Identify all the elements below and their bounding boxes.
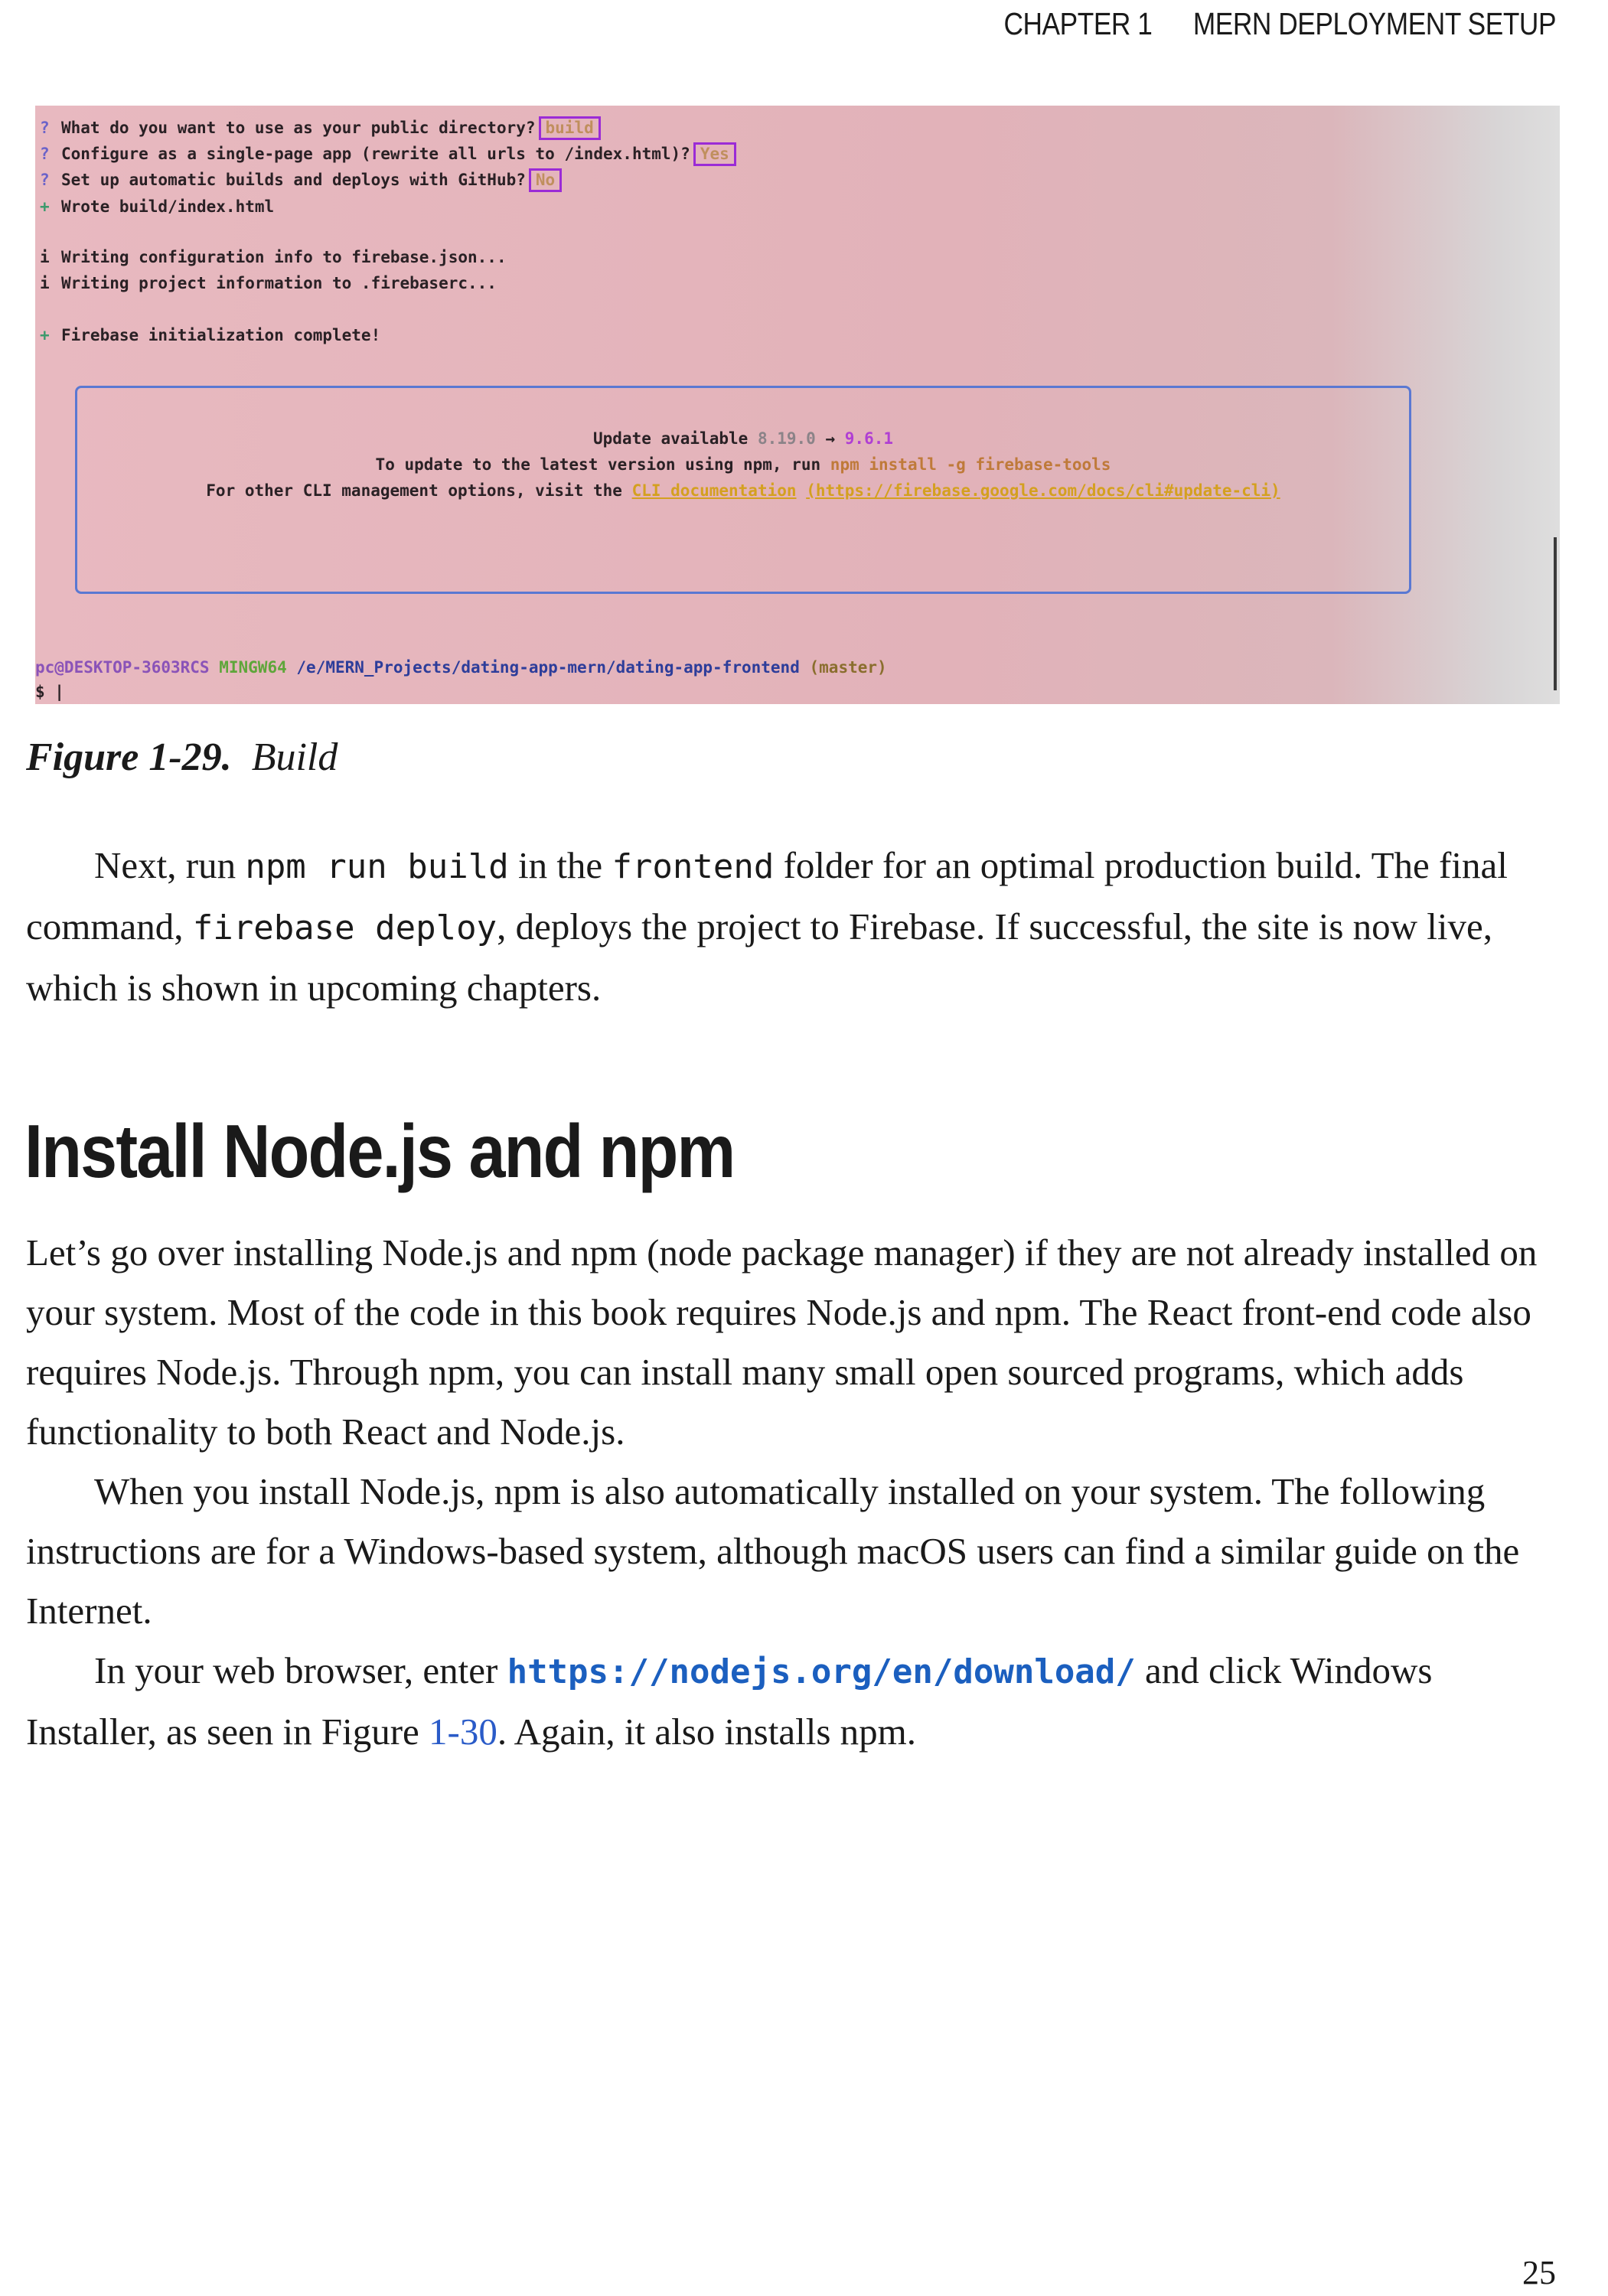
terminal-line: + Wrote build/index.html <box>40 197 275 216</box>
plus-icon: + <box>40 326 50 344</box>
terminal-line: ? Configure as a single-page app (rewrite all urls to /index.html)? Yes <box>40 142 736 166</box>
paragraph-1: Next, run npm run build in the frontend folder for an optimal production build. The final command, firebase deploy, deploys the project to Firebase. If successful, the site is now live, which is shown in upcoming chapters. <box>26 844 1508 1009</box>
inline-code: firebase deploy <box>192 908 497 947</box>
prompt-branch: (master) <box>809 658 887 677</box>
terminal-line: i Writing project information to .firebaserc... <box>40 274 497 292</box>
update-line: For other CLI management options, visit the CLI documentation (https://firebase.google.com/docs/cli#update-cli) <box>206 481 1280 500</box>
chapter-label: CHAPTER 1 <box>1003 6 1153 41</box>
paragraph-3: When you install Node.js, npm is also automatically installed on your system. The following instructions are for a Windows-based system, although macOS users can find a similar guide on the Internet. <box>26 1470 1520 1632</box>
update-line: To update to the latest version using npm, run npm install -g firebase-tools <box>375 455 1111 474</box>
running-head <box>1003 6 1556 42</box>
new-version: 9.6.1 <box>844 429 893 448</box>
terminal-line: ? Set up automatic builds and deploys with GitHub? No <box>40 168 562 192</box>
body-text <box>26 1223 1564 1762</box>
nodejs-download-link[interactable]: https://nodejs.org/en/download/ <box>507 1652 1136 1691</box>
figure-title: Build <box>251 735 338 779</box>
terminal-line: i Writing configuration info to firebase.json... <box>40 248 507 266</box>
terminal-line: ? What do you want to use as your public directory? build <box>40 116 601 140</box>
question-mark-icon: ? <box>40 145 50 163</box>
figure-reference-link[interactable]: 1-30 <box>429 1711 497 1753</box>
old-version: 8.19.0 <box>757 429 816 448</box>
arrow-icon: → <box>825 429 836 448</box>
inline-code: frontend <box>612 847 775 886</box>
prompt-path: /e/MERN_Projects/dating-app-mern/dating-app-frontend <box>296 658 800 677</box>
update-command: npm install -g firebase-tools <box>830 455 1111 474</box>
page-number: 25 <box>1522 2254 1556 2291</box>
info-icon: i <box>40 274 50 292</box>
prompt-cursor[interactable]: $ | <box>35 683 64 701</box>
answer-box: build <box>539 116 601 140</box>
update-notice-box <box>75 386 1411 594</box>
paragraph-4: In your web browser, enter https://nodejs.org/en/download/ and click Windows Installer, as seen in Figure 1-30. Again, it also installs npm. <box>26 1649 1433 1753</box>
info-icon: i <box>40 248 50 266</box>
question-mark-icon: ? <box>40 171 50 189</box>
answer-box: No <box>529 168 562 192</box>
inline-code: npm run build <box>245 847 509 886</box>
cli-docs-url[interactable]: (https://firebase.google.com/docs/cli#update-cli) <box>806 481 1280 500</box>
figure-number: Figure 1-29. <box>26 735 232 779</box>
prompt-shell: MINGW64 <box>219 658 287 677</box>
question-mark-icon: ? <box>40 119 50 137</box>
paragraph-2: Let’s go over installing Node.js and npm (node package manager) if they are not already installed on your system. Most of the code in this book requires Node.js and npm. The React front-end code also requires Node.js. Through npm, you can install many small open sourced programs, which adds functionality to both React and Node.js. <box>26 1231 1538 1453</box>
shell-prompt <box>35 658 887 701</box>
terminal-screenshot <box>35 106 1560 704</box>
section-heading: Install Node.js and npm <box>24 1109 735 1193</box>
update-line: Update available 8.19.0 → 9.6.1 <box>593 429 893 448</box>
figure-caption <box>26 735 338 780</box>
answer-box: Yes <box>693 142 736 166</box>
prompt-user: pc@DESKTOP-3603RCS <box>35 658 210 677</box>
plus-icon: + <box>40 197 50 216</box>
chapter-title: MERN DEPLOYMENT SETUP <box>1192 6 1556 41</box>
terminal-scrollbar[interactable] <box>1554 537 1557 690</box>
terminal-line: + Firebase initialization complete! <box>40 326 381 344</box>
cli-docs-link[interactable]: CLI documentation <box>631 481 797 500</box>
